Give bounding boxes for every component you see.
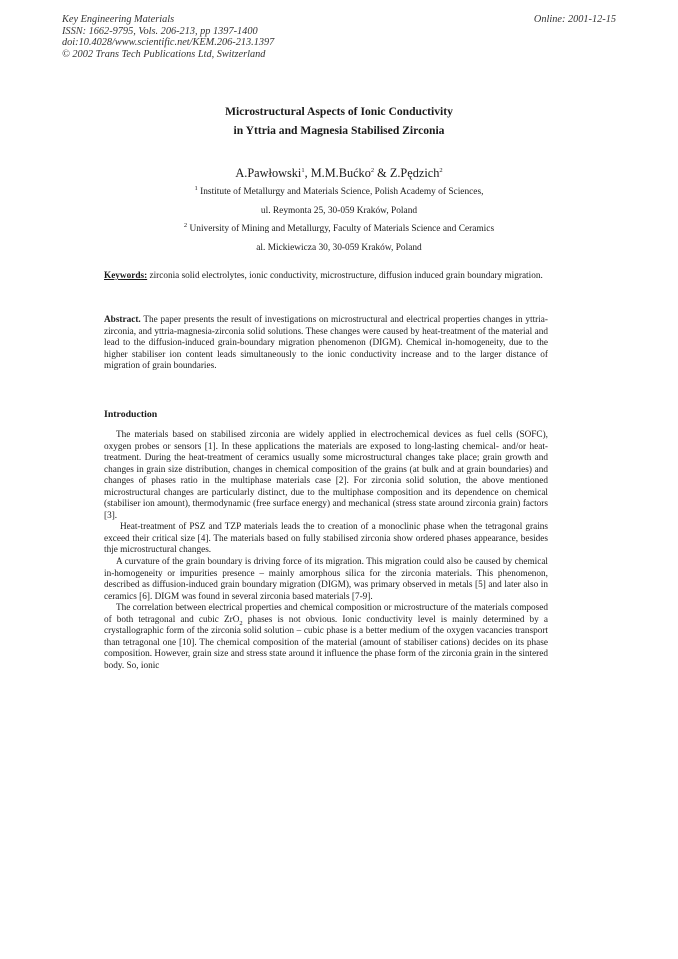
- author-affil-mark: 2: [439, 166, 443, 174]
- keywords-block: [104, 271, 548, 283]
- paragraph: [104, 603, 548, 672]
- doi-line[interactable]: doi:10.4028/www.scientific.net/KEM.206-213.1397: [62, 37, 275, 48]
- affiliation-2: [0, 220, 678, 239]
- section-heading-introduction: Introduction: [104, 409, 158, 420]
- subscript: 2: [239, 619, 243, 627]
- author-list: [0, 166, 678, 181]
- affil-mark: 1: [194, 184, 198, 192]
- author-affil-mark: 1: [301, 166, 305, 174]
- paragraph-text: The correlation between electrical properties and chemical composition or microstructure of the materials composed of both tetragonal and cubic ZrO: [104, 603, 548, 625]
- author-separator: &: [374, 166, 390, 180]
- keywords-label: Keywords:: [104, 271, 148, 281]
- abstract-label: Abstract.: [104, 315, 141, 325]
- affiliation-1: [0, 183, 678, 202]
- affiliation-1-text: Institute of Metallurgy and Materials Science, Polish Academy of Sciences,: [200, 187, 484, 197]
- paragraph: The materials based on stabilised zirconia are widely applied in electrochemical devices as fuel cells (SOFC), oxygen probes or sensors [1]. In these applications the materials are exposed to long-lasting chemical- and/or heat-treatment. During the heat-treatment of ceramics usually some microstructural changes take place; grain growth and changes in grain size distribution, changes in chemical composition of the grains (at bulk and at grain boundaries) and changes of phases ratio in the multiphase materials case [2]. For zirconia solid solution, the above mentioned microstructural changes are particularly distinct, due to the multiphase composition and its dependence on chemical (stabiliser ion amount), thermodynamic (free surface energy) and mechanical (stress state around zirconia grain) factors [3].: [104, 430, 548, 521]
- author-name: M.M.Bućko: [310, 166, 371, 180]
- introduction-body: [104, 430, 548, 672]
- abstract-block: [104, 315, 548, 373]
- copyright-line: © 2002 Trans Tech Publications Ltd, Switzerland: [62, 48, 266, 60]
- title-line-1: Microstructural Aspects of Ionic Conductivity: [225, 105, 453, 118]
- affiliations: [0, 183, 678, 257]
- affiliation-1-address: ul. Reymonta 25, 30-059 Kraków, Poland: [260, 205, 418, 216]
- paragraph-text: phases is not obvious. Ionic conductivity level is mainly determined by a crystallographic form of the zirconia solid solution – cubic phase is a better medium of the oxygen vacancies transport than tetragonal one [10]. The chemical composition of the material (amount of stabiliser cations) decides on its phase composition. However, grain size and stress state around it influence the phase form of the zirconia grain in the sintered body. So, ionic: [104, 614, 548, 671]
- paragraph: A curvature of the grain boundary is driving force of its migration. This migration could also be caused by chemical in-homogeneity or impurities presence – mainly amorphous silica for the zirconia materials. This phenomenon, described as diffusion-induced grain boundary migration (DIGM), was primary observed in metals [5] and later also in ceramics [6]. DIGM was found in several zirconia based materials [7-9].: [104, 557, 548, 602]
- issn-line: ISSN: 1662-9795, Vols. 206-213, pp 1397-1400: [62, 25, 258, 37]
- abstract-text: The paper presents the result of investigations on microstructural and electrical properties changes in yttria-zirconia, and yttria-magnesia-zirconia solid solutions. These changes were caused by heat-treatment of the material and lead to the diffusion-induced grain-boundary migration phenomenon (DIGM). Chemical in-homogeneity, due to the higher stabiliser ion content leads simultaneously to the ionic conductivity increase and to the larger distance of migration of grain boundaries.: [104, 315, 548, 372]
- affiliation-2-text: University of Mining and Metallurgy, Faculty of Materials Science and Ceramics: [189, 224, 495, 234]
- affil-mark: 2: [183, 221, 188, 229]
- journal-name: Key Engineering Materials: [62, 14, 175, 25]
- paragraph: Heat-treatment of PSZ and TZP materials leads the to creation of a monoclinic phase when the tetragonal grains exceed their critical size [4]. The materials based on fully stabilised zirconia show ordered phases appearance, besides thje microstructural changes.: [104, 522, 548, 556]
- author-name: A.Pawłowski: [235, 166, 302, 180]
- paper-title: [0, 102, 678, 140]
- author-name: Z.Pędzich: [389, 166, 440, 180]
- author-affil-mark: 2: [370, 166, 375, 174]
- affiliation-2-address: al. Mickiewicza 30, 30-059 Kraków, Poland: [256, 242, 422, 253]
- title-line-2: in Yttria and Magnesia Stabilised Zirconia: [233, 124, 445, 137]
- journal-header: [62, 14, 274, 60]
- keywords-text: zirconia solid electrolytes, ionic conductivity, microstructure, diffusion induced grain boundary migration.: [147, 271, 543, 281]
- online-date: Online: 2001-12-15: [533, 14, 616, 25]
- author-separator: ,: [304, 166, 311, 180]
